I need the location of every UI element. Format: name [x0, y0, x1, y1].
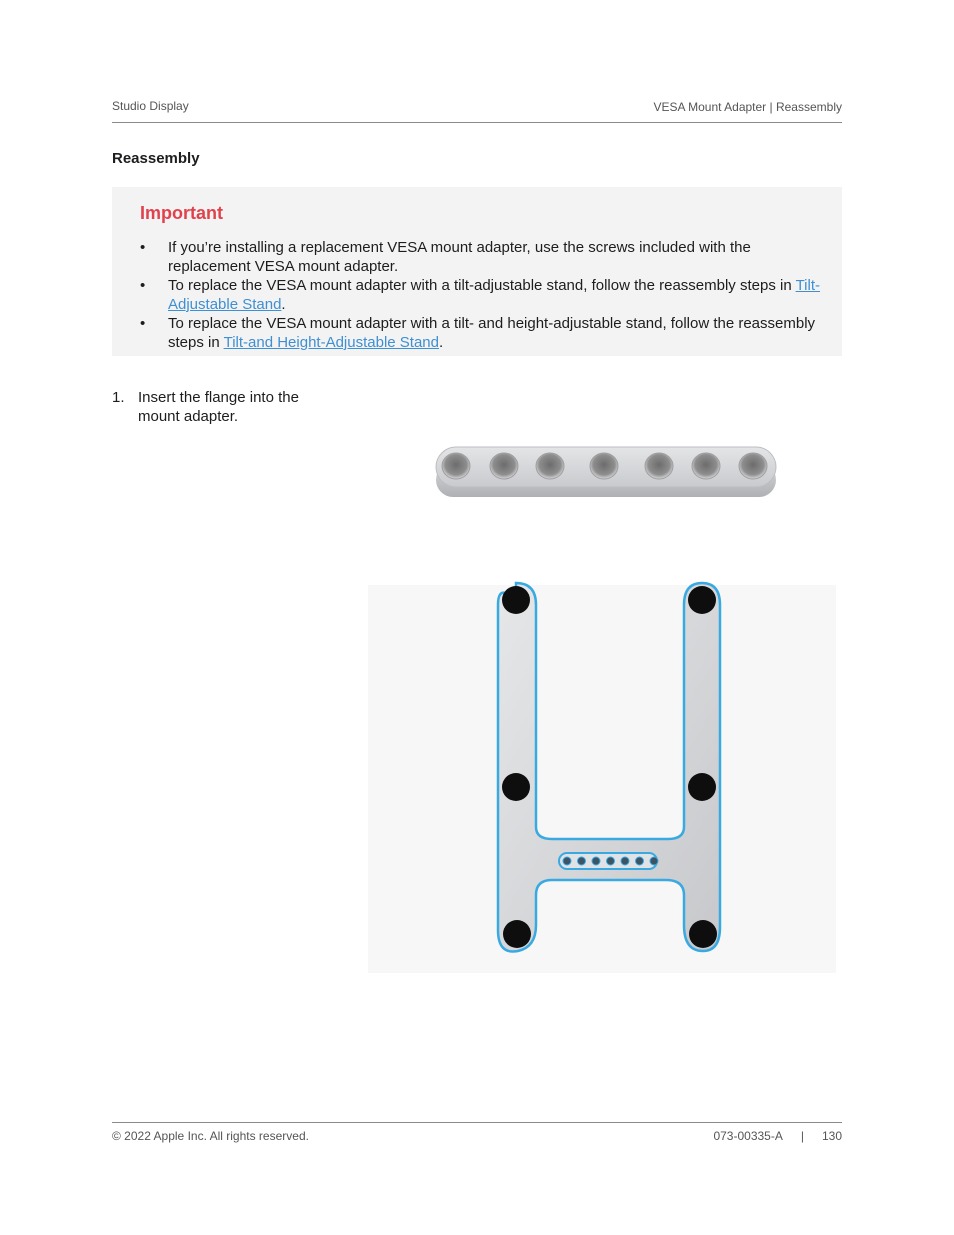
- mount-hole: [502, 773, 530, 801]
- flange-hole: [442, 453, 470, 479]
- flange-and-adapter-illustration: [368, 435, 838, 975]
- mount-hole: [688, 773, 716, 801]
- mount-hole: [503, 920, 531, 948]
- page-number: 130: [821, 1129, 842, 1143]
- reassembly-figure: [368, 435, 838, 975]
- important-list: [140, 238, 820, 352]
- running-header-section: VESA Mount Adapter | Reassembly: [653, 100, 842, 114]
- copyright: © 2022 Apple Inc. All rights reserved.: [112, 1129, 309, 1143]
- bullet: •: [140, 239, 146, 256]
- mount-hole: [688, 586, 716, 614]
- flange-hole: [692, 453, 720, 479]
- tilt-adjustable-stand-link[interactable]: Tilt-Adjustable Stand: [168, 277, 821, 313]
- callout-title: Important: [140, 203, 223, 223]
- adapter-screw: [636, 857, 644, 865]
- document-number: 073-00335-A: [713, 1129, 783, 1143]
- mount-hole: [689, 920, 717, 948]
- flange-hole: [739, 453, 767, 479]
- list-item: [140, 314, 820, 352]
- flange: [436, 447, 776, 497]
- photo-background: [368, 585, 836, 973]
- footer-info: [713, 1129, 842, 1143]
- footer-separator: |: [800, 1129, 804, 1143]
- adapter-screw: [563, 857, 571, 865]
- step-number: 1.: [112, 389, 125, 406]
- list-item: [140, 276, 820, 314]
- list-item-text-end: .: [439, 334, 444, 351]
- adapter-screw: [578, 857, 586, 865]
- section-title: Reassembly: [112, 150, 200, 167]
- list-item-text: If you’re installing a replacement VESA mount adapter, use the screws included with the replacement VESA mount adapter.: [168, 239, 751, 275]
- running-header-product: Studio Display: [112, 99, 189, 113]
- step-text: Insert the flange into the mount adapter.: [138, 389, 299, 425]
- list-item-text-end: .: [281, 296, 286, 313]
- adapter-screw: [650, 857, 658, 865]
- flange-hole: [590, 453, 618, 479]
- important-callout: [112, 187, 842, 356]
- adapter-screw: [592, 857, 600, 865]
- header-divider: [112, 122, 842, 123]
- flange-hole: [645, 453, 673, 479]
- list-item: [140, 238, 820, 276]
- bullet: •: [140, 277, 146, 294]
- adapter-screw: [607, 857, 615, 865]
- footer-divider: [112, 1122, 842, 1123]
- bullet: •: [140, 315, 146, 332]
- list-item-text: To replace the VESA mount adapter with a tilt- and height-adjustable stand, follow the reassembly steps in: [168, 315, 816, 351]
- list-item-text: To replace the VESA mount adapter with a tilt-adjustable stand, follow the reassembly steps in: [168, 277, 796, 294]
- step-1: [112, 388, 332, 426]
- adapter-screw: [621, 857, 629, 865]
- flange-hole: [490, 453, 518, 479]
- mount-hole: [502, 586, 530, 614]
- tilt-and-height-adjustable-stand-link[interactable]: Tilt-and Height-Adjustable Stand: [223, 334, 439, 351]
- flange-hole: [536, 453, 564, 479]
